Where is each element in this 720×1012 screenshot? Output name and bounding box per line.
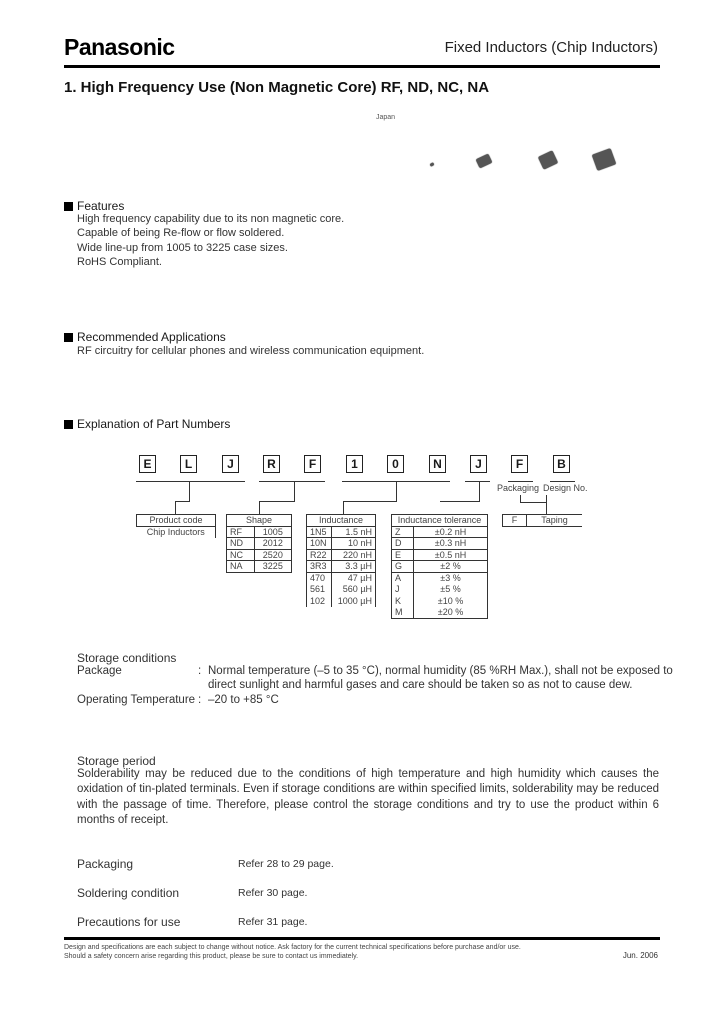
inductance-value: 1000 µH: [332, 595, 376, 607]
reference-label: Precautions for use: [77, 915, 181, 929]
table-row: [307, 561, 376, 573]
pn-char: F: [304, 455, 321, 473]
packaging-value: Taping: [527, 515, 583, 527]
application-item: RF circuitry for cellular phones and wireless communication equipment.: [77, 345, 425, 357]
reference-value: Refer 28 to 29 page.: [238, 858, 334, 870]
shape-size: 1005: [254, 526, 291, 538]
shape-code: NA: [227, 561, 255, 573]
inductance-value: 3.3 µH: [332, 561, 376, 573]
disclaimer-line: Design and specifications are each subject to change without notice. Ask factory for the current technical specifications before purchase and/or use.: [64, 944, 521, 951]
connector-line: [440, 501, 480, 502]
inductance-code: R22: [307, 549, 332, 561]
connector-line: [259, 481, 325, 482]
pn-char: B: [553, 455, 570, 473]
tolerance-value: ±0.3 nH: [414, 538, 488, 550]
connector-line: [189, 481, 190, 502]
op-temp-value: –20 to +85 °C: [208, 694, 279, 706]
table-row: [503, 515, 583, 527]
header-divider: [64, 65, 660, 68]
connector-line: [294, 481, 295, 502]
design-no-sublabel: Design No.: [543, 483, 588, 493]
connector-line: [550, 481, 575, 482]
product-code-value: Chip Inductors: [137, 526, 216, 538]
shape-code: NC: [227, 549, 255, 561]
connector-line: [343, 501, 344, 514]
inductance-header: Inductance: [307, 515, 376, 527]
inductance-value: 220 nH: [332, 549, 376, 561]
packaging-sublabel: Packaging: [497, 483, 540, 493]
disclaimer-line: Should a safety concern arise regarding this product, please be sure to contact us immediately.: [64, 953, 359, 960]
page-title: 1. High Frequency Use (Non Magnetic Core) RF, ND, NC, NA: [64, 79, 490, 96]
package-text: Normal temperature (–5 to 35 °C), normal humidity (85 %RH Max.), shall not be exposed to: [208, 665, 673, 677]
connector-line: [259, 501, 295, 502]
connector-line: [259, 501, 260, 514]
shape-size: 2520: [254, 549, 291, 561]
table-row: [227, 538, 292, 550]
product-image-2012: [476, 154, 493, 169]
feature-item: High frequency capability due to its non magnetic core.: [77, 213, 345, 225]
table-row: [392, 607, 488, 619]
connector-line: [343, 501, 397, 502]
table-row: [392, 584, 488, 596]
package-label: Package: [77, 665, 122, 677]
product-image-2520: [538, 150, 558, 169]
packaging-table: [502, 514, 582, 527]
applications-heading-text: Recommended Applications: [77, 330, 226, 344]
connector-line: [396, 481, 397, 502]
inductance-value: 1.5 nH: [332, 526, 376, 538]
reference-label: Packaging: [77, 857, 134, 871]
storage-conditions-heading: Storage conditions: [77, 651, 177, 665]
product-image-3225: [592, 148, 617, 171]
table-row: [307, 572, 376, 584]
connector-line: [520, 502, 547, 503]
pn-char: 1: [346, 455, 363, 473]
packaging-code: F: [503, 515, 527, 527]
inductance-value: 10 nH: [332, 538, 376, 550]
connector-line: [136, 481, 245, 482]
footer-divider: [64, 937, 660, 940]
tolerance-code: A: [392, 572, 414, 584]
product-code-header: Product code: [137, 515, 216, 527]
product-image-1005: [430, 162, 435, 167]
table-row: [227, 561, 292, 573]
product-code-table: [136, 514, 216, 538]
pn-char: E: [139, 455, 156, 473]
connector-line: [546, 495, 547, 514]
op-temp-label: Operating Temperature: [77, 694, 196, 706]
table-row: [307, 549, 376, 561]
connector-line: [508, 481, 533, 482]
bullet-square-icon: [64, 333, 73, 342]
applications-heading: [64, 330, 226, 344]
shape-size: 2012: [254, 538, 291, 550]
inductance-code: 3R3: [307, 561, 332, 573]
shape-table: [226, 514, 292, 573]
brand-logo: Panasonic: [64, 34, 175, 60]
table-row: [227, 526, 292, 538]
pn-char: L: [180, 455, 197, 473]
tolerance-header: Inductance tolerance: [392, 515, 488, 527]
shape-code: RF: [227, 526, 255, 538]
tolerance-code: J: [392, 584, 414, 596]
tolerance-value: ±3 %: [414, 572, 488, 584]
disclaimer: [64, 943, 521, 961]
package-text: direct sunlight and harmful gases and care should be taken so as not to cause dew.: [208, 679, 633, 691]
table-row: [227, 549, 292, 561]
part-numbers-heading: [64, 417, 230, 431]
inductance-code: 470: [307, 572, 332, 584]
features-heading-text: Features: [77, 199, 125, 213]
tolerance-value: ±10 %: [414, 595, 488, 607]
table-row: [307, 526, 376, 538]
table-row: [392, 595, 488, 607]
tolerance-code: G: [392, 561, 414, 573]
table-row: [307, 584, 376, 596]
pn-char: R: [263, 455, 280, 473]
connector-line: [465, 481, 490, 482]
publication-date: Jun. 2006: [622, 951, 658, 960]
origin-label: Japan: [376, 114, 396, 121]
shape-header: Shape: [227, 515, 292, 527]
reference-value: Refer 30 page.: [238, 887, 308, 899]
bullet-square-icon: [64, 420, 73, 429]
table-row: [392, 572, 488, 584]
pn-char: J: [470, 455, 487, 473]
tolerance-code: Z: [392, 526, 414, 538]
storage-period-heading: Storage period: [77, 754, 156, 768]
pn-char: F: [511, 455, 528, 473]
table-row: [307, 595, 376, 607]
inductance-code: 561: [307, 584, 332, 596]
pn-char: 0: [387, 455, 404, 473]
pn-char: N: [429, 455, 446, 473]
tolerance-code: E: [392, 549, 414, 561]
table-row: [392, 526, 488, 538]
colon: :: [198, 665, 202, 677]
tolerance-value: ±5 %: [414, 584, 488, 596]
inductance-code: 102: [307, 595, 332, 607]
table-row: [392, 538, 488, 550]
pn-char: J: [222, 455, 239, 473]
tolerance-value: ±0.5 nH: [414, 549, 488, 561]
inductance-code: 10N: [307, 538, 332, 550]
shape-size: 3225: [254, 561, 291, 573]
feature-item: RoHS Compliant.: [77, 255, 162, 268]
features-list: [77, 212, 344, 269]
features-heading: [64, 199, 124, 213]
feature-item: Wide line-up from 1005 to 3225 case sizes.: [77, 241, 288, 254]
reference-value: Refer 31 page.: [238, 916, 308, 928]
part-numbers-heading-text: Explanation of Part Numbers: [77, 417, 231, 431]
colon: :: [198, 694, 202, 706]
tolerance-code: D: [392, 538, 414, 550]
table-row: [307, 538, 376, 550]
inductance-value: 560 µH: [332, 584, 376, 596]
tolerance-code: K: [392, 595, 414, 607]
bullet-square-icon: [64, 202, 73, 211]
connector-line: [175, 501, 190, 502]
tolerance-value: ±2 %: [414, 561, 488, 573]
feature-item: Capable of being Re-flow or flow soldered.: [77, 227, 285, 240]
tolerance-value: ±20 %: [414, 607, 488, 619]
connector-line: [175, 501, 176, 514]
connector-line: [479, 481, 480, 502]
shape-code: ND: [227, 538, 255, 550]
inductance-code: 1N5: [307, 526, 332, 538]
tolerance-code: M: [392, 607, 414, 619]
inductance-value: 47 µH: [332, 572, 376, 584]
tolerance-table: [391, 514, 488, 619]
storage-period-text: Solderability may be reduced due to the conditions of high temperature and high humidity which causes the oxidation of tin-plated terminals. Even if storage conditions are within specified limits, solderability may be reduced with the passage of time. Therefore, please control the storage conditions and try to use the product within 6 months of receipt.: [77, 768, 659, 826]
reference-label: Soldering condition: [77, 886, 180, 900]
table-row: [392, 561, 488, 573]
inductance-table: [306, 514, 376, 607]
table-row: [392, 549, 488, 561]
tolerance-value: ±0.2 nH: [414, 526, 488, 538]
document-type: Fixed Inductors (Chip Inductors): [444, 39, 658, 56]
